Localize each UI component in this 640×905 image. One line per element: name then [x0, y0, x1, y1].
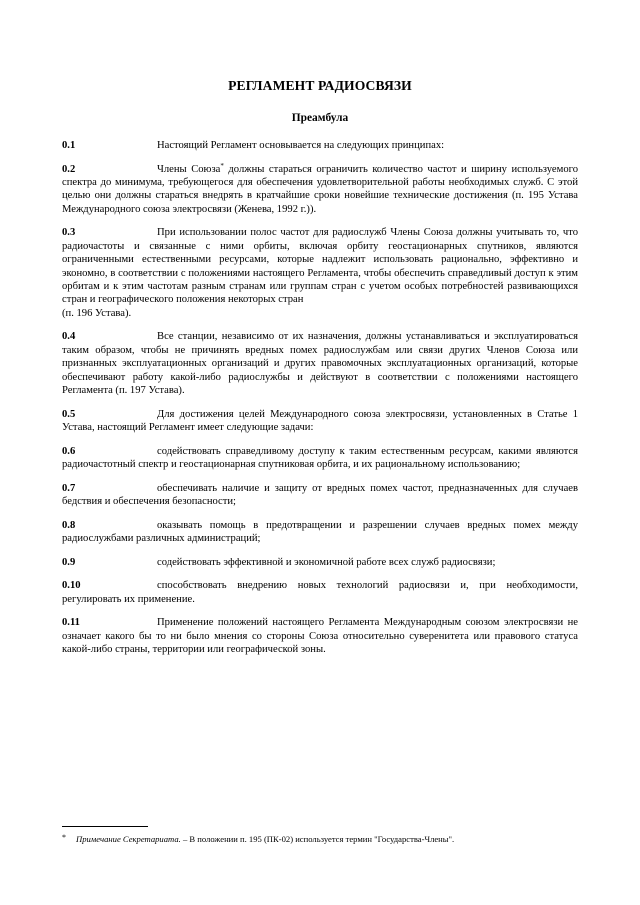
paragraph-number: 0.11: [62, 617, 80, 629]
paragraph-0-5: [62, 408, 578, 435]
paragraph-text: способствовать внедрению новых технологий радиосвязи и, при необходимости, регулировать их применение.: [62, 580, 578, 605]
paragraph-text: Члены Союза: [157, 163, 221, 175]
paragraph-0-7: [62, 482, 578, 509]
paragraph-0-11: [62, 616, 578, 656]
paragraph-text: Применение положений настоящего Регламента Международным союзом электросвязи не означает какого бы то ни было мнения со стороны Союза относительно суверенитета или правового статуса какой-либо страны, территории или географической зоны.: [62, 617, 578, 656]
paragraph-number: 0.8: [62, 519, 76, 531]
paragraph-number: 0.9: [62, 556, 76, 568]
paragraph-text: При использовании полос частот для радиослужб Члены Союза должны учитывать то, что радиочастоты и связанные с ними орбиты, включая орбиту геостационарных спутников, являются ограниченными естественными ресурсами, которые надлежит использовать рационально, эффективно и экономно, в соответствии с положениями настоящего Регламента, чтобы обеспечить справедливый доступ к этим орбитам и к этим частотам разным странам или группам стран с учетом особых потребностей развивающихся стран и географического положения некоторых стран: [62, 227, 578, 306]
paragraph-number: 0.7: [62, 482, 76, 494]
footnote-label: Примечание Секретариата.: [76, 834, 181, 844]
paragraph-0-1: [62, 139, 578, 152]
paragraph-text: обеспечивать наличие и защиту от вредных помех частот, предназначенных для случаев бедствия и обеспечения безопасности;: [62, 482, 578, 508]
paragraph-0-3: [62, 226, 578, 320]
paragraph-number: 0.10: [62, 580, 81, 592]
paragraph-0-2: [62, 163, 578, 217]
paragraph-0-6: [62, 445, 578, 472]
paragraph-0-9: [62, 556, 578, 569]
paragraph-0-8: [62, 519, 578, 546]
footnote: [62, 832, 578, 845]
paragraph-number: 0.1: [62, 140, 76, 151]
footnote-reference[interactable]: *: [220, 161, 224, 170]
preamble-heading: Преамбула: [291, 112, 349, 124]
paragraph-tail: (п. 196 Устава).: [62, 307, 132, 319]
paragraph-text: содействовать эффективной и экономичной работе всех служб радиосвязи;: [157, 556, 496, 568]
paragraph-text-continued: должны стараться ограничить количество частот и ширину используемого спектра до минимума, требующегося для обеспечения удовлетворительной работы необходимых служб. С этой целью они должны стараться внедрять в кратчайшие сроки новейшие технические достижения (п. 195 Устава Международного союза электросвязи (Женева, 1992 г.)).: [62, 163, 579, 215]
document-body: [62, 139, 578, 667]
paragraph-0-10: [62, 579, 578, 606]
paragraph-0-4: [62, 330, 578, 397]
footnote-mark: *: [62, 833, 66, 842]
paragraph-text: Все станции, независимо от их назначения, должны устанавливаться и эксплуатироваться таким образом, чтобы не причинять вредных помех радиослужбам или связи других Членов Союза или признанных эксплуатационных организаций и других правомочных эксплуатационных организаций, которые обеспечивают работу какой-либо радиослужбы и действуют в соответствии с положениями настоящего Регламента (п. 197 Устава).: [62, 331, 578, 397]
paragraph-number: 0.6: [62, 445, 76, 457]
paragraph-number: 0.5: [62, 408, 76, 420]
footnote-text: – В положении п. 195 (ПК-02) используется термин "Государства-Члены".: [180, 834, 455, 844]
paragraph-text: содействовать справедливому доступу к таким естественным ресурсам, какими являются радиочастотный спектр и геостационарная спутниковая орбита, и их рациональному использованию;: [62, 445, 578, 471]
paragraph-number: 0.2: [62, 163, 76, 175]
document-title: РЕГЛАМЕНТ РАДИОСВЯЗИ: [228, 78, 412, 93]
paragraph-number: 0.4: [62, 331, 76, 343]
paragraph-text: Настоящий Регламент основывается на следующих принципах:: [157, 140, 445, 151]
paragraph-text: Для достижения целей Международного союза электросвязи, установленных в Статье 1 Устава, настоящий Регламент имеет следующие задачи:: [62, 408, 578, 434]
paragraph-number: 0.3: [62, 227, 76, 239]
footnote-divider: [62, 826, 148, 827]
paragraph-text: оказывать помощь в предотвращении и разрешении случаев вредных помех между радиослужбами различных администраций;: [62, 519, 578, 545]
document-page: [62, 0, 578, 905]
